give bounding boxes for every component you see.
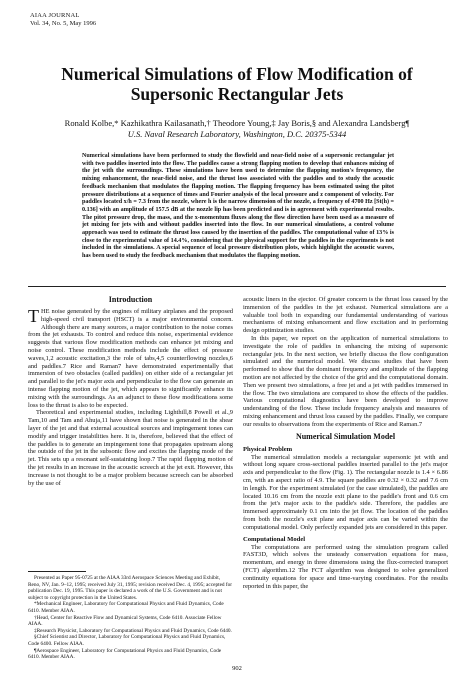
footnote-divider [28,571,86,572]
drop-cap: T [28,306,39,326]
abstract-divider [28,286,446,287]
computational-model-heading: Computational Model [243,535,306,543]
footnotes [28,575,233,661]
physical-problem-paragraph: The numerical simulation models a rectangular supersonic jet with and without long square cross-sectional paddles inserted parallel to the jet's major axis and perpendicular to the flow (Fig. 1). The rectangular nozzle is 1.4 × 6.86 cm, with an aspect ratio of 4.9. The square paddles are 0.32 × 0.32 and 7.6 cm in length. For the experiment simulated (or the case simulated), the paddles are located 10.16 cm from the nozzle exit plane to the paddle's front and 0.6 cm from the jet's major axis to the paddle's side. Therefore, the paddles are immersed approximately 0.1 cm into the jet flow. The location of the paddles from both the nozzle's exit plane and major axis can be varied within the computational model. Only perfectly expanded jets are considered in this paper. [243,453,448,531]
physical-problem-heading: Physical Problem [243,445,293,453]
page-number: 902 [232,665,242,672]
numerical-model-heading: Numerical Simulation Model [295,431,396,441]
right-paragraph-1: acoustic liners in the ejector. Of greater concern is the thrust loss caused by the immersion of the paddles in the jet exhaust. Numerical simulations are a valuable tool both in expanding our fundamental understanding of various mechanisms of mixing enhancement and flow excitation and in performing design optimization studies. [243,296,448,335]
abstract: Numerical simulations have been performed to study the flowfield and near-field noise of a supersonic rectangular jet with two paddles inserted into the flow. The paddles cause a strong flapping motion to develop that enhances mixing of the jet with the surroundings. These simulations have been used to determine the flapping motion's frequency, the mixing enhancement, the near-field noise, and the thrust loss associated with the paddles and to study the acoustic feedback mechanism that modulates the flapping motion. The flapping frequency has been estimated using the pitot pressure distributions at a sequence of times and Fourier analysis of the local pressure and z component of velocity. For paddles located x/h = 7.3 from the nozzle, where h is the narrow dimension of the nozzle, a frequency of 4700 Hz [St(h) = 0.136] with an amplitude of 157.5 dB at the nozzle lip has been predicted and is in agreement with experimental results. The pitot pressure drop, the mass, and the x-momentum fluxes along the flow direction have been used as a measure of jet mixing for jets with and without paddles inserted into the flow. In our numerical simulations, a control volume approach was used to estimate the thrust loss caused by the insertion of the paddles. The computational value of 13% is close to the experimental value of 14.4%, considering that the physical support for the paddles in the experiments is not included in the simulations. A special sequence of local pressure distribution plots, which highlight the acoustic waves, has been used to study the feedback mechanism that modulates the flapping motion. [82,153,394,260]
intro-paragraph-2: Theoretical and experimental studies, including Lighthill,8 Powell et al.,9 Tam,10 and Tam and Ahuja,11 have shown that noise is generated in the shear layer of the jet and that external acoustical sources and impingement tones can modify and trigger instabilities here. It is, therefore, believed that the effect of the paddles is to generate an impingement tone that propagates upstream along the outside of the jet in the subsonic flow and excites the flapping mode of the jet. This sets up a resonant self-sustaining loop.7 The rapid flapping motion of the jet results in an increase in the acoustic screech at the jet exit. However, this increase is not thought to be a major problem because screech can be absorbed by the use of [28,409,233,487]
introduction-heading: Introduction [108,295,153,304]
journal-issue: Vol. 34, No. 5, May 1996 [30,20,97,27]
footnote-received: Presented as Paper 95-0725 at the AIAA 33rd Aerospace Sciences Meeting and Exhibit, Reno, NV, Jan. 9–12, 1995; received July 31, 1995; revision received Dec. 4, 1995; accepted for publication Dec. 19, 1995. This paper is declared a work of the U.S. Government and is not subject to copyright protection in the United States. [28,575,233,601]
footnote-author-2: †Head, Center for Reactive Flow and Dynamical Systems, Code 6410. Associate Fellow AIAA. [28,614,222,628]
computational-model-paragraph: The computations are performed using the simulation program called FAST3D, which solves the unsteady conservation equations for mass, momentum, and energy in three dimensions using the flux-corrected transport (FCT) algorithm.12 The FCT algorithm was designed to solve generalized continuity equations for space and time-varying coordinates. For the results reported in this paper, the [243,543,448,590]
right-column [243,296,448,590]
paper-title [20,64,454,104]
intro-paragraph-1-text: HE noise generated by the engines of military airplanes and the proposed high-speed civil transport (HSCT) is a major environmental concern. Although there are many sources, a major contribution to the noise comes from the jet exhausts. To control and reduce this noise, experimental evidence suggests that various flow modification methods can enhance jet mixing and noise control. These modification methods include the effect of pressure waves,1,2 acoustic excitation,3 the role of tabs,4,5 counterflowing nozzles,6 and paddles.7 Rice and Raman7 have demonstrated experimentally that immersion of two obstacles (called paddles) on either side of a rectangular jet and parallel to the jet's major axis and perpendicular to the flow can generate an intense flapping motion of the jet, which appears to significantly enhance its mixing with the surroundings. As an adjunct to these flow modifications some loss to the thrust is also to be expected. [28,308,233,409]
journal-header [30,12,96,28]
left-column [28,292,233,487]
journal-name: AIAA JOURNAL [30,12,80,19]
title-line-2: Supersonic Rectangular Jets [130,84,344,104]
intro-paragraph-1 [28,308,233,409]
authors: Ronald Kolbe,* Kazhikathra Kailasanath,† Theodore Young,‡ Jay Boris,§ and Alexandra Landsberg¶ [64,118,410,128]
affiliation: U.S. Naval Research Laboratory, Washington, D.C. 20375-5344 [127,129,347,139]
footnote-author-1: *Mechanical Engineer, Laboratory for Computational Physics and Fluid Dynamics, Code 6410. Member AIAA. [28,601,224,614]
right-paragraph-2: In this paper, we report on the application of numerical simulations to investigate the role of paddles in enhancing the mixing of supersonic rectangular jets. In the next section, we briefly discuss the flow configuration simulated and the numerical model. We discuss studies that have been performed to show that the dominant frequency and amplitude of the flapping motion are not affected by the choice of the grid and the computational domain. Then we present two simulations, a free jet and a jet with paddles immersed in the flow. The two simulations are compared to show the effects of the paddles. Various computational diagnostics have been developed to improve understanding of the flow. These include frequency analysis and measures of mixing enhancement and thrust loss caused by the paddles. Finally, we compare our results to observations from the experiments of Rice and Raman.7 [243,334,448,428]
footnote-author-5: ¶Aerospace Engineer, Laboratory for Computational Physics and Fluid Dynamics, Code 6410. Member AIAA. [28,647,222,661]
footnote-author-4: §Chief Scientist and Director, Laboratory for Computational Physics and Fluid Dynamics, Code 6400. Fellow AIAA. [28,634,226,647]
footnote-author-3: ‡Research Physicist, Laboratory for Computational Physics and Fluid Dynamics, Code 6440. [34,627,232,634]
title-line-1: Numerical Simulations of Flow Modification of [61,64,413,84]
